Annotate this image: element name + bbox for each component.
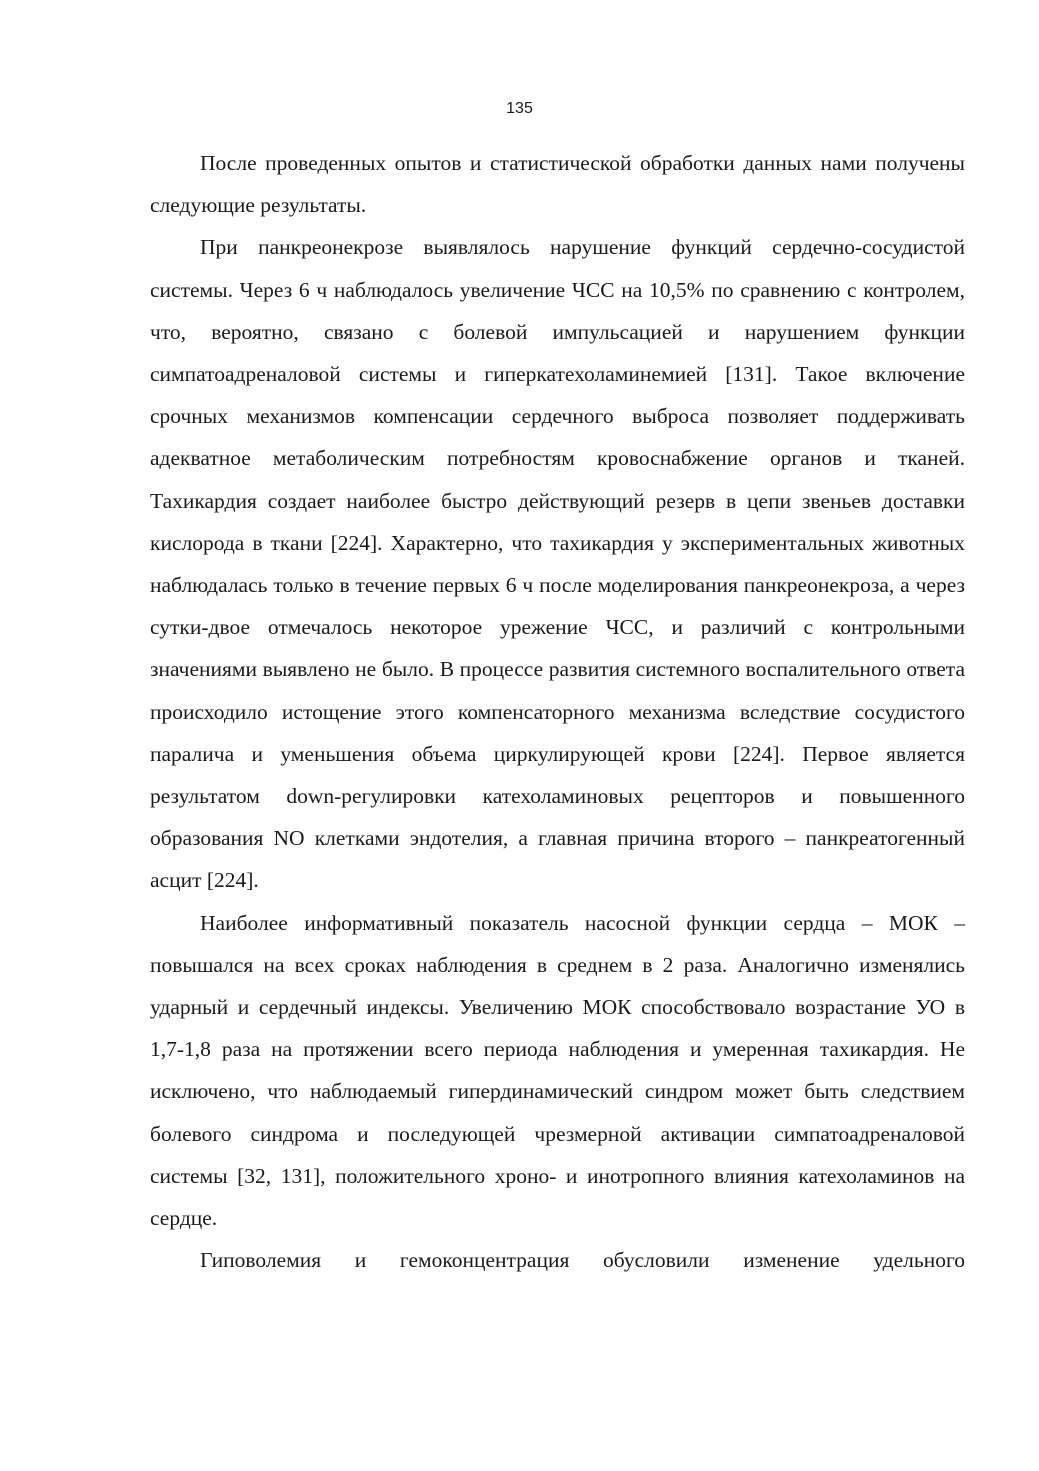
- paragraph-results-intro: После проведенных опытов и статистической обработки данных нами получены следующие результаты.: [150, 151, 965, 218]
- body-text: [150, 142, 965, 1281]
- paragraph-cardiovascular: При панкреонекрозе выявлялось нарушение функций сердечно-сосудистой системы. Через 6 ч наблюдалось увеличение ЧСС на 10,5% по сравнению с контролем, что, вероятно, связано с болевой импульсацией и нарушением функции симпатоадреналовой системы и гиперкатехоламинемией [131]. Такое включение срочных механизмов компенсации сердечного выброса позволяет поддерживать адекватное метаболическим потребностям кровоснабжение органов и тканей. Тахикардия создает наиболее быстро действующий резерв в цепи звеньев доставки кислорода в ткани [224]. Характерно, что тахикардия у экспериментальных животных наблюдалась только в течение первых 6 ч после моделирования панкреонекроза, а через сутки-двое отмечалось некоторое урежение ЧСС, и различий с контрольными значениями выявлено не было. В процессе развития системного воспалительного ответа происходило истощение этого компенсаторного механизма вследствие сосудистого паралича и уменьшения объема циркулирующей крови [224]. Первое является результатом down-регулировки катехоламиновых рецепторов и повышенного образования NO клетками эндотелия, а главная причина второго – панкреатогенный асцит [224].: [150, 235, 965, 893]
- paragraph-hypovolemia: Гиповолемия и гемоконцентрация обусловили изменение удельного: [200, 1248, 965, 1273]
- paragraph-mok: Наиболее информативный показатель насосной функции сердца – МОК – повышался на всех сроках наблюдения в среднем в 2 раза. Аналогично изменялись ударный и сердечный индексы. Увеличению МОК способствовало возрастание УО в 1,7-1,8 раза на протяжении всего периода наблюдения и умеренная тахикардия. Не исключено, что наблюдаемый гипердинамический синдром может быть следствием болевого синдрома и последующей чрезмерной активации симпатоадреналовой системы [32, 131], положительного хроно- и инотропного влияния катехоламинов на сердце.: [150, 910, 965, 1231]
- page-number: 135: [506, 100, 533, 117]
